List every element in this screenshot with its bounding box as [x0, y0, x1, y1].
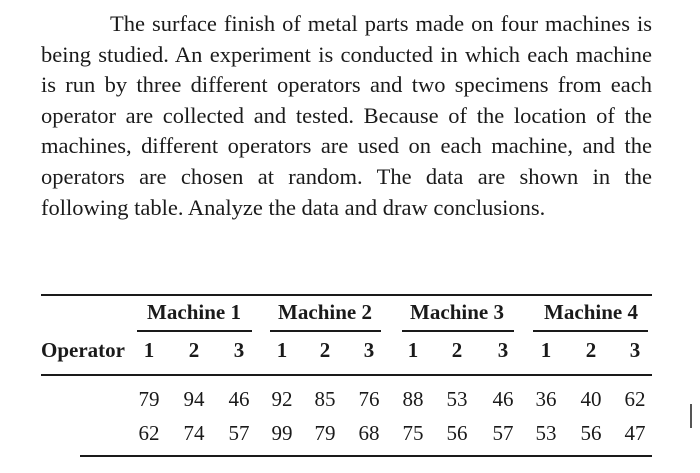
operator-number: 1	[407, 338, 419, 362]
table-top-rule	[41, 294, 652, 296]
table-cell: 46	[492, 387, 514, 411]
operator-number: 3	[497, 338, 509, 362]
machine-header: Machine 3	[410, 300, 504, 324]
table-cell: 62	[138, 421, 160, 445]
machine-header: Machine 1	[147, 300, 241, 324]
machine-group-rule	[137, 330, 252, 332]
table-cell: 76	[358, 387, 380, 411]
table-cell: 36	[535, 387, 557, 411]
table-cell: 57	[492, 421, 514, 445]
machine-group-rule	[402, 330, 514, 332]
table-cell: 47	[624, 421, 646, 445]
operator-number: 1	[540, 338, 552, 362]
table-cell: 68	[358, 421, 380, 445]
operator-number: 1	[143, 338, 155, 362]
text-cursor	[690, 404, 692, 428]
operator-number: 2	[451, 338, 463, 362]
table-cell: 99	[271, 421, 293, 445]
table-cell: 94	[183, 387, 205, 411]
machine-group-rule	[533, 330, 648, 332]
table-cell: 75	[402, 421, 424, 445]
table-cell: 85	[314, 387, 336, 411]
table-cell: 53	[446, 387, 468, 411]
table-cell: 92	[271, 387, 293, 411]
table-cell: 88	[402, 387, 424, 411]
operator-number: 2	[319, 338, 331, 362]
table-cell: 40	[580, 387, 602, 411]
table-cell: 56	[446, 421, 468, 445]
table-cell: 56	[580, 421, 602, 445]
table-bottom-rule	[80, 455, 652, 457]
operator-number: 3	[363, 338, 375, 362]
table-cell: 74	[183, 421, 205, 445]
table-cell: 79	[314, 421, 336, 445]
operator-number: 1	[276, 338, 288, 362]
machine-group-rule	[270, 330, 381, 332]
operator-label: Operator	[41, 338, 125, 362]
table-cell: 46	[228, 387, 250, 411]
operator-number: 2	[188, 338, 200, 362]
machine-header: Machine 4	[544, 300, 638, 324]
table-cell: 79	[138, 387, 160, 411]
table-cell: 53	[535, 421, 557, 445]
operator-number: 3	[629, 338, 641, 362]
operator-number: 3	[233, 338, 245, 362]
operator-number: 2	[585, 338, 597, 362]
problem-paragraph: The surface finish of metal parts made on four machines is being studied. An experiment is conducted in which each machine is run by three different operators and two specimens from each operator are collected and tested. Because of the location of the machines, different operators are used on each machine, and the operators are chosen at random. The data are shown in the following table. Analyze the data and draw conclusions.	[41, 11, 652, 220]
machine-header: Machine 2	[278, 300, 372, 324]
table-cell: 62	[624, 387, 646, 411]
table-header-rule	[41, 374, 652, 376]
table-cell: 57	[228, 421, 250, 445]
